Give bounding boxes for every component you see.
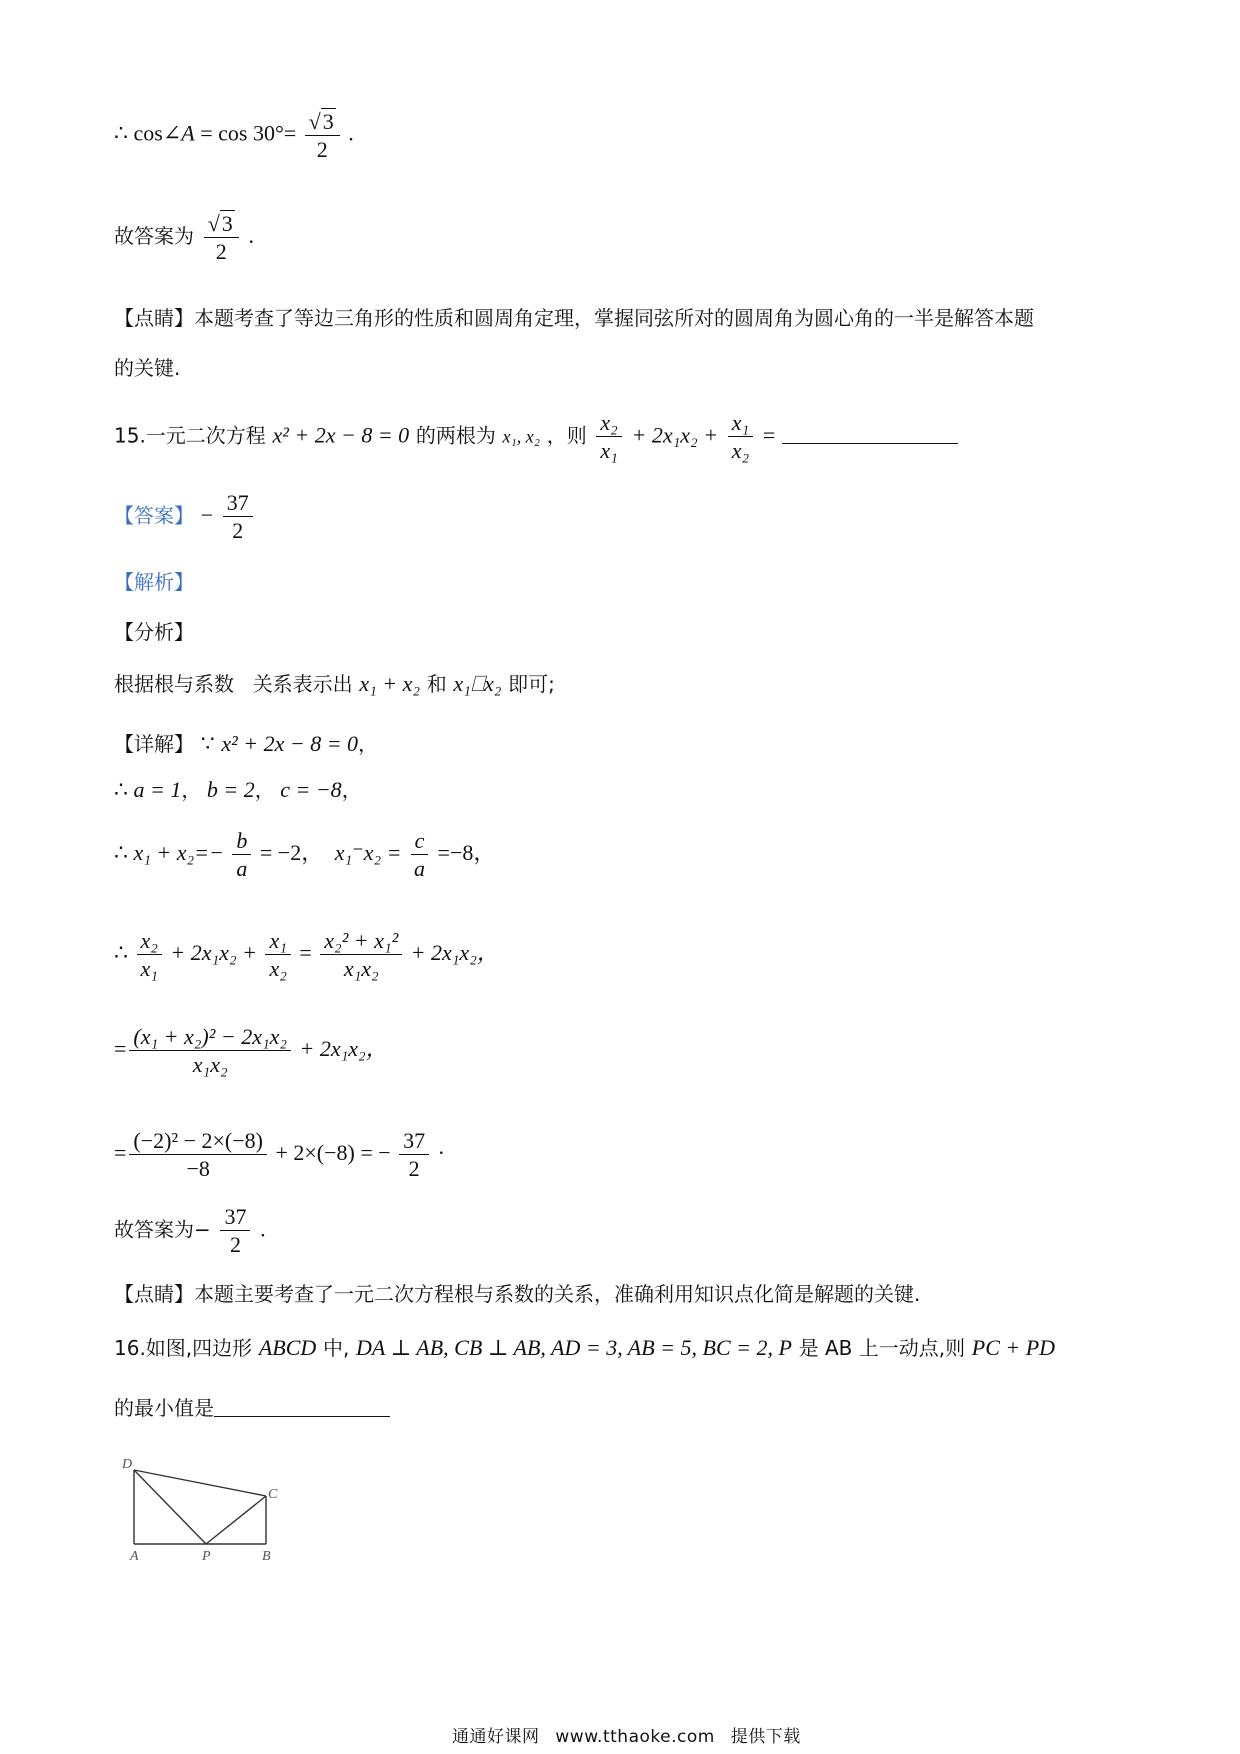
segment-DC bbox=[134, 1470, 266, 1496]
label-C: C bbox=[268, 1487, 278, 1502]
fenxi-text bbox=[114, 668, 555, 697]
question-15 bbox=[114, 410, 958, 464]
denominator: 2 bbox=[232, 518, 244, 544]
coef-b: b = 2 bbox=[206, 777, 255, 802]
vieta-prod-lhs: x₁⁻x₂ = bbox=[334, 839, 402, 865]
denominator: x₂ bbox=[269, 956, 287, 982]
q16-line2: 的最小值是 bbox=[114, 1396, 214, 1420]
label-P: P bbox=[202, 1549, 211, 1562]
denominator: 2 bbox=[408, 1156, 420, 1182]
product-expression: x₁⎕x₂ bbox=[453, 671, 502, 696]
numerator: 37 bbox=[399, 1128, 429, 1155]
b-over-a-fraction bbox=[232, 828, 251, 882]
comment-text: 本题考查了等边三角形的性质和圆周角定理，掌握同弦所对的圆周角为圆心角的一半是解答本题 bbox=[194, 306, 1034, 330]
quadrilateral-figure bbox=[118, 1452, 288, 1562]
comment-text: 本题主要考查了一元二次方程根与系数的关系，准确利用知识点化简是解题的关键. bbox=[194, 1282, 921, 1306]
equals: = bbox=[299, 939, 312, 965]
denominator: x₂ bbox=[731, 438, 750, 464]
sqrt3-over-2-fraction: $\frac{√3}{2}$ bbox=[305, 108, 340, 163]
denominator: x₁x₂ bbox=[343, 956, 379, 982]
therefore-symbol: ∴ bbox=[114, 839, 128, 865]
step-2-line bbox=[114, 1024, 388, 1078]
step1-mid: + 2x₁x₂ + bbox=[170, 939, 257, 965]
vieta-sum-rhs: = −2， bbox=[259, 839, 324, 865]
answer-prefix: 故答案为 bbox=[114, 223, 194, 248]
q16-shape: ABCD bbox=[258, 1335, 317, 1360]
detail-abc-line bbox=[114, 774, 362, 803]
fenxi-label: 【分析】 bbox=[114, 620, 194, 644]
q16-prefix: 16.如图,四边形 bbox=[114, 1336, 253, 1360]
line-end: . bbox=[260, 1216, 266, 1242]
comment-paragraph-1-cont bbox=[114, 352, 180, 381]
label-D: D bbox=[122, 1457, 133, 1472]
step-3-line bbox=[114, 1128, 445, 1182]
coef-a: a = 1 bbox=[133, 777, 182, 802]
therefore-symbol: ∴ bbox=[114, 120, 128, 146]
denominator: x₁ bbox=[140, 956, 158, 982]
fraction-denominator: 2 bbox=[316, 137, 328, 163]
cos-result-line bbox=[114, 108, 354, 163]
equals: = bbox=[114, 1139, 127, 1165]
numerator: (x₁ + x₂)² − 2x₁x₂ bbox=[129, 1024, 291, 1051]
step1-fraction-1 bbox=[137, 928, 162, 982]
q15-prefix: 15.一元二次方程 bbox=[114, 423, 266, 448]
footer-suffix: 提供下载 bbox=[730, 1727, 801, 1747]
answer-sign: − bbox=[200, 502, 214, 528]
numerator: x₁ bbox=[728, 410, 753, 437]
comment-paragraph-1 bbox=[114, 302, 1034, 331]
answer-label: 【答案】 bbox=[114, 503, 194, 528]
numerator: 37 bbox=[220, 1204, 250, 1231]
q15-equation: x² + 2x − 8 = 0 bbox=[272, 422, 410, 448]
numerator: x₂² + x₁² bbox=[320, 928, 402, 955]
final-prefix: 故答案为− bbox=[114, 1217, 211, 1242]
sum-expression: x₁ + x₂ bbox=[359, 671, 421, 696]
numerator: x₂ bbox=[137, 928, 162, 955]
numerator: c bbox=[411, 828, 429, 855]
segment-DP bbox=[134, 1470, 206, 1544]
because-symbol: ∵ bbox=[200, 731, 215, 756]
cos-mid: = cos 30°= bbox=[200, 120, 297, 146]
answer-fraction: $\frac{√3}{2}$ bbox=[204, 210, 239, 265]
step2-fraction bbox=[129, 1024, 291, 1078]
sqrt-radicand: 3 bbox=[221, 211, 233, 236]
cos-lhs: cos∠ bbox=[133, 120, 182, 146]
denominator: −8 bbox=[186, 1156, 210, 1182]
numerator: b bbox=[232, 828, 251, 855]
step2-tail: + 2x₁x₂， bbox=[299, 1035, 388, 1061]
final-answer-line bbox=[114, 1204, 266, 1258]
comment-label: 【点睛】 bbox=[114, 1282, 194, 1306]
detail-label: 【详解】 bbox=[114, 732, 194, 756]
q15-then: ，则 bbox=[546, 423, 587, 448]
step3-fraction bbox=[129, 1128, 267, 1182]
q15-fraction-2 bbox=[728, 410, 753, 464]
step3-mid: + 2×(−8) = − bbox=[275, 1139, 391, 1165]
line-end: ， bbox=[341, 778, 362, 802]
separator: ， bbox=[181, 778, 202, 802]
therefore-symbol: ∴ bbox=[114, 777, 128, 802]
vieta-line bbox=[114, 828, 495, 882]
fenxi-text-b: 关系表示出 bbox=[252, 672, 353, 696]
fenxi-text-d: 即可; bbox=[508, 672, 555, 696]
vieta-sum-lhs: x₁ + x₂=− bbox=[133, 839, 224, 865]
answer-line-1 bbox=[114, 210, 254, 265]
denominator: a bbox=[414, 856, 425, 882]
footer bbox=[452, 1722, 801, 1747]
analysis-label: 【解析】 bbox=[114, 570, 194, 594]
numerator: (−2)² − 2×(−8) bbox=[129, 1128, 267, 1155]
separator: ， bbox=[254, 778, 275, 802]
q15-answer-blank bbox=[782, 421, 958, 444]
comma: ， bbox=[358, 732, 379, 756]
denominator: x₁x₂ bbox=[192, 1052, 228, 1078]
vieta-prod-rhs: =−8， bbox=[437, 839, 496, 865]
q16-mid1: 中, bbox=[323, 1336, 350, 1360]
label-B: B bbox=[262, 1549, 271, 1562]
footer-url[interactable]: www.tthaoke.com bbox=[555, 1727, 715, 1747]
fenxi-text-c: 和 bbox=[426, 672, 447, 696]
line-end: . bbox=[348, 120, 354, 146]
step3-result-fraction bbox=[399, 1128, 429, 1182]
angle-var: A bbox=[181, 120, 195, 146]
segment-PC bbox=[206, 1496, 266, 1544]
question-16-line-2 bbox=[114, 1392, 390, 1421]
comment-text-cont: 的关键. bbox=[114, 356, 181, 380]
numerator: x₁ bbox=[265, 928, 290, 955]
detail-equation: x² + 2x − 8 = 0 bbox=[221, 731, 359, 756]
denominator: a bbox=[236, 856, 248, 882]
q16-answer-blank bbox=[214, 1394, 390, 1417]
sqrt-radicand: 3 bbox=[322, 109, 334, 134]
line-end: · bbox=[437, 1139, 445, 1165]
footer-site-name: 通通好课网 bbox=[452, 1727, 540, 1747]
numerator: 37 bbox=[223, 490, 253, 517]
denominator: 2 bbox=[229, 1232, 241, 1258]
fraction-denominator: 2 bbox=[215, 239, 227, 265]
line-end: . bbox=[248, 222, 254, 248]
q16-conditions: DA ⊥ AB, CB ⊥ AB, AD = 3, AB = 5, BC = 2, P bbox=[356, 1335, 792, 1360]
q15-mid: 的两根为 bbox=[415, 423, 496, 448]
c-over-a-fraction bbox=[410, 828, 429, 882]
coef-c: c = −8 bbox=[280, 777, 342, 802]
step1-fraction-3 bbox=[320, 928, 402, 982]
fenxi-text-a: 根据根与系数 bbox=[114, 672, 234, 696]
question-16 bbox=[114, 1332, 1055, 1361]
step1-tail: + 2x₁x₂， bbox=[410, 939, 499, 965]
q16-expression: PC + PD bbox=[971, 1335, 1056, 1360]
q15-fraction-1 bbox=[596, 410, 621, 464]
q15-equals: = bbox=[762, 422, 776, 448]
comment-paragraph-2 bbox=[114, 1278, 920, 1307]
label-A: A bbox=[130, 1549, 139, 1562]
answer-fraction bbox=[223, 490, 253, 544]
step-1-line bbox=[114, 928, 499, 982]
q15-roots: x₁, x₂ bbox=[502, 426, 541, 447]
numerator: x₂ bbox=[596, 410, 621, 437]
answer-15 bbox=[114, 490, 256, 544]
step1-fraction-2 bbox=[265, 928, 290, 982]
comment-label: 【点睛】 bbox=[114, 306, 194, 330]
final-fraction bbox=[220, 1204, 250, 1258]
q15-plus-mid: + 2x₁x₂ + bbox=[631, 422, 719, 448]
denominator: x₁ bbox=[600, 438, 618, 464]
therefore-symbol: ∴ bbox=[114, 939, 128, 965]
detail-line-1 bbox=[114, 728, 378, 757]
equals: = bbox=[114, 1035, 127, 1061]
q16-mid2: 是 AB 上一动点,则 bbox=[798, 1336, 966, 1360]
